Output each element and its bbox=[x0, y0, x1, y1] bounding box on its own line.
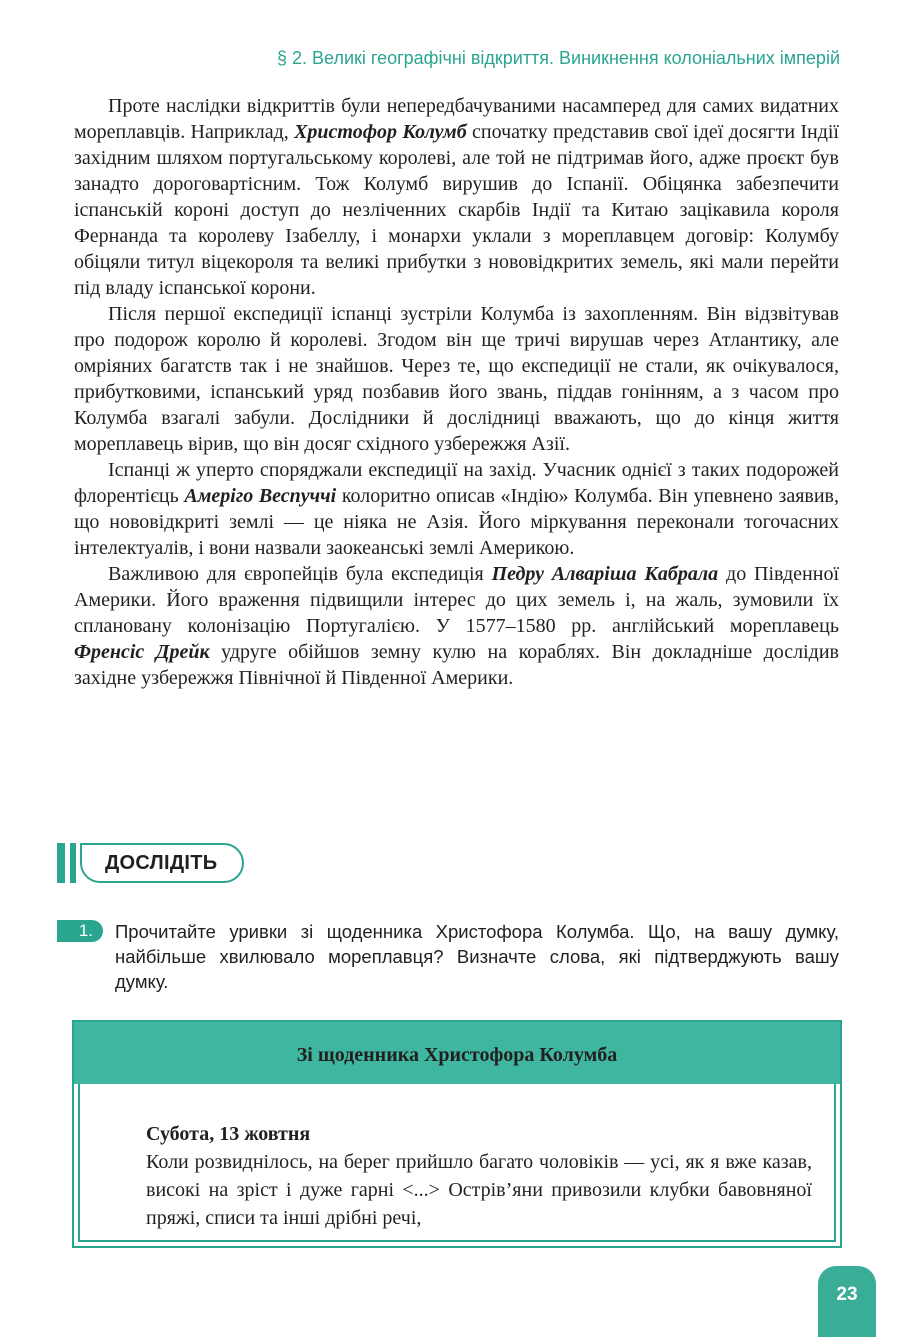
running-header: § 2. Великі географічні відкриття. Виникнення колоніальних імперій bbox=[277, 48, 840, 68]
task-number: 1. bbox=[78, 921, 93, 940]
source-date: Субота, 13 жовтня bbox=[146, 1123, 311, 1145]
paragraph-text: Після першої експедиції іспанці зустріли Колумба із захопленням. Він відзвітував про подорож королю й королеві. Згодом він ще тричі вирушав через Атлантику, але омріяних багатств так і не знайшов. Через те, що експедиції не стали, як очікувалося, прибутковими, іспанський уряд позбавив його звань, піддав гонінням, а з часом про Колумба взагалі забули. Дослідники й дослідниці вважають, що до кінця життя мореплавець вірив, що він досяг східного узбережжя Азії. bbox=[74, 303, 839, 455]
person-name: Христофор Колумб bbox=[294, 121, 467, 143]
paragraph-text: Важливою для європейців була експедиція bbox=[108, 563, 492, 585]
paragraph-text: до Південної Америки. Його враження підвищили інтерес до цих земель і, на жаль, зумовили їх сплановану колонізацію Португалією. У 1577–1580 рр. англійський мореплавець bbox=[74, 563, 839, 637]
person-name: Педру Алваріша Кабрала bbox=[491, 563, 719, 585]
main-text bbox=[74, 93, 839, 691]
source-title: Зі щоденника Христофора Колумба bbox=[74, 1022, 840, 1084]
source-text: Коли розвиднілось, на берег прийшло багато чоловіків — усі, як я вже казав, високі на зріст і дуже гарні <...> Острів’яни привозили клубки бавовняної пряжі, списи та інші дрібні речі, bbox=[146, 1151, 812, 1229]
paragraph bbox=[74, 457, 839, 561]
paragraph bbox=[74, 561, 839, 691]
source-box bbox=[72, 1020, 842, 1248]
accent-bar bbox=[70, 843, 76, 883]
paragraph bbox=[74, 93, 839, 301]
explore-label: ДОСЛІДІТЬ bbox=[105, 852, 218, 874]
source-inner-frame bbox=[78, 1084, 836, 1242]
person-name: Френсіс Дрейк bbox=[74, 641, 210, 663]
task-text: Прочитайте уривки зі щоденника Христофора Колумба. Що, на вашу думку, найбільше хвилювало мореплавця? Визначте слова, які підтверджують вашу думку. bbox=[115, 921, 839, 992]
person-name: Амеріго Веспуччі bbox=[184, 485, 337, 507]
explore-section-heading bbox=[57, 843, 247, 883]
paragraph-text: Проте наслідки відкриттів були непередбачуваними насамперед для самих видатних мореплавців. Наприклад, bbox=[74, 95, 839, 143]
page-number: 23 bbox=[818, 1266, 876, 1337]
paragraph-text: спочатку представив свої ідеї досягти Індії західним шляхом португальському королеві, але той не підтримав його, адже проєкт був занадто дороговартісним. Тож Колумб вирушив до Іспанії. Обіцянка забезпечити іспанській короні доступ до незліченних скарбів Індії та Китаю зацікавила короля Фернанда та королеву Ізабеллу, і монархи уклали з мореплавцем договір: Колумбу обіцяли титул віцекороля та великі прибутки з нововідкритих земель, які мали перейти під владу іспанської корони. bbox=[74, 121, 839, 299]
source-body bbox=[146, 1120, 812, 1232]
paragraph-text: Іспанці ж уперто споряджали експедиції на захід. Учасник однієї з таких подорожей флорентієць bbox=[74, 459, 839, 507]
paragraph-text: удруге обійшов земну кулю на кораблях. Він докладніше дослідив західне узбережжя Північної й Південної Америки. bbox=[74, 641, 840, 689]
paragraph bbox=[74, 301, 839, 457]
accent-bar bbox=[57, 843, 65, 883]
task-number-badge bbox=[57, 920, 103, 942]
paragraph-text: колоритно описав «Індію» Колумба. Він упевнено заявив, що нововідкриті землі — це ніяка не Азія. Його міркування переконали тогочасних інтелектуалів, і вони назвали заокеанські землі Америкою. bbox=[74, 485, 840, 559]
